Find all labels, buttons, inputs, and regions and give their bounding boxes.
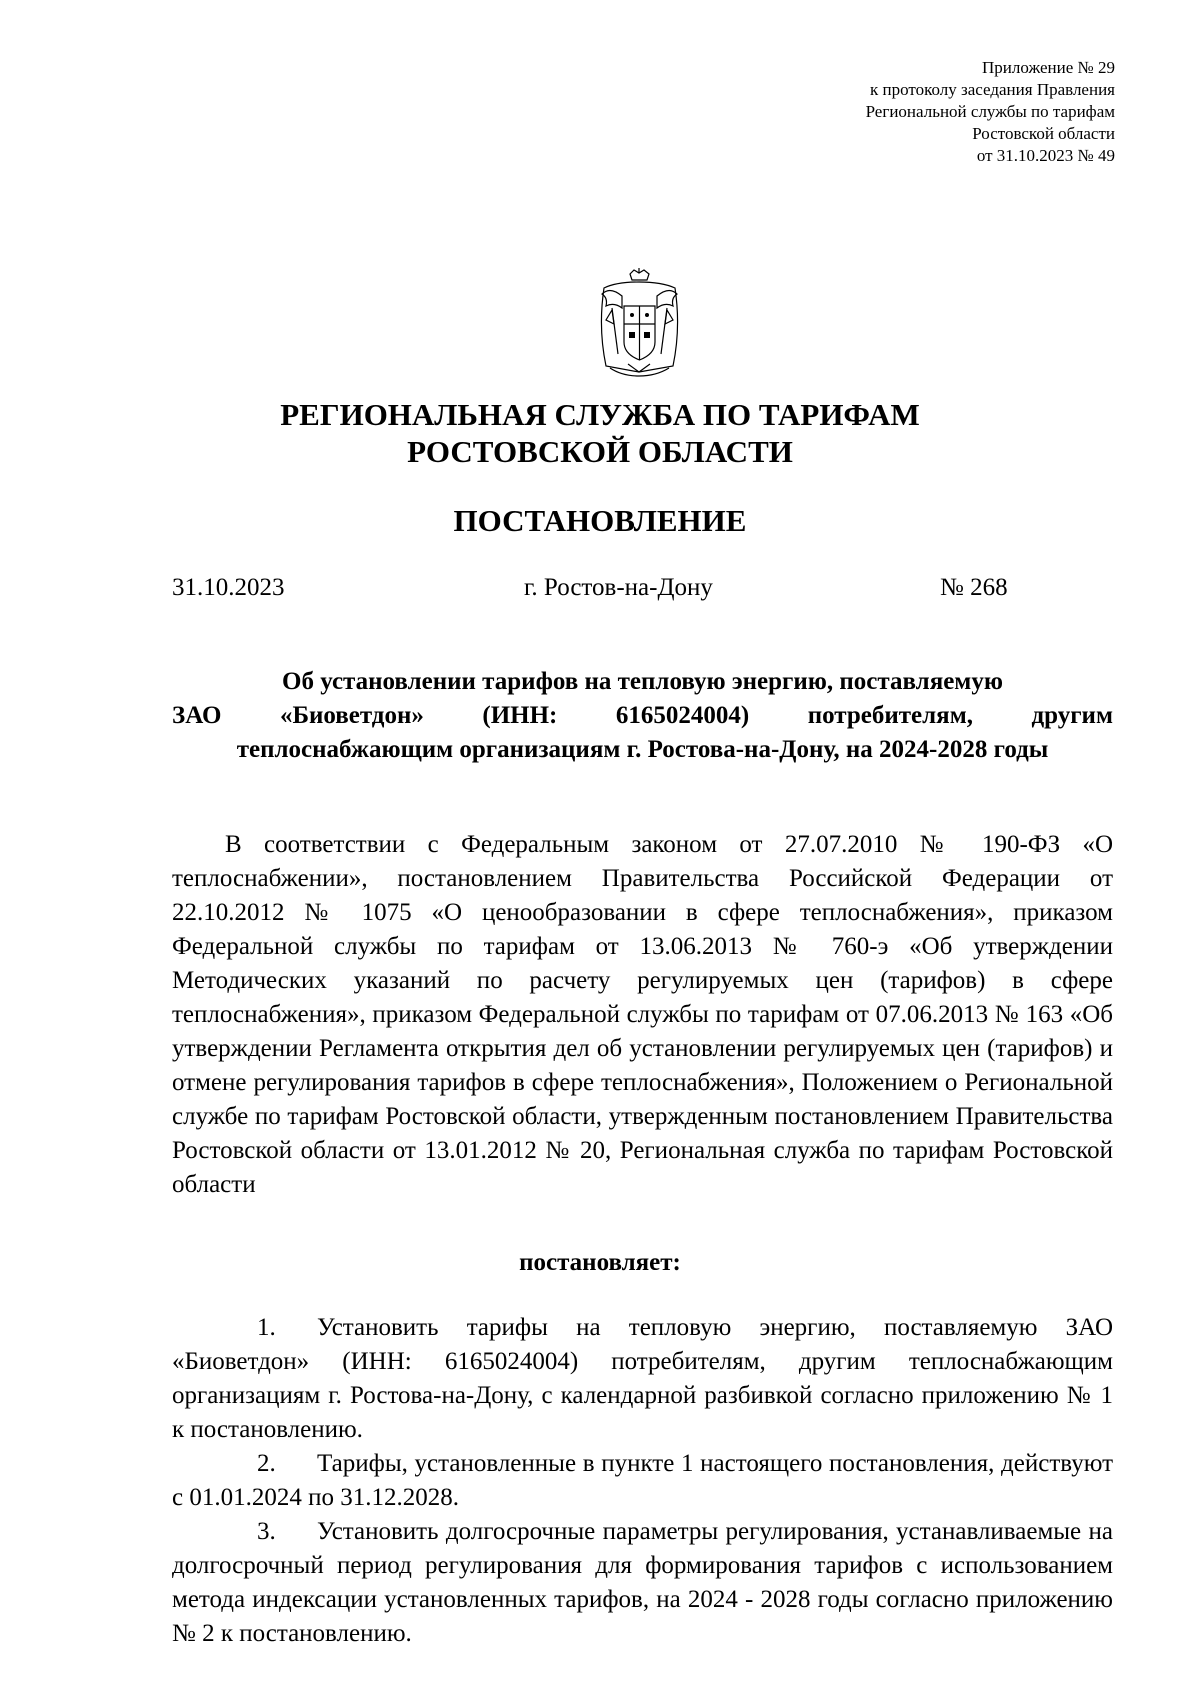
document-date: 31.10.2023 [172,574,285,601]
subject-word: ЗАО [172,702,222,729]
item-text: Тарифы, установленные в пункте 1 настоящего постановления, действуют с 01.01.2024 по 31.12.2028. [172,1450,1113,1511]
item-text: Установить долгосрочные параметры регулирования, устанавливаемые на долгосрочный период регулирования для формирования тарифов с использованием метода индексации установленных тарифов, на 2024 - 2028 годы согласно приложению № 2 к постановлению. [172,1518,1113,1647]
resolution-item [172,1311,1113,1447]
document-city: г. Ростов-на-Дону [524,574,713,601]
document-type: ПОСТАНОВЛЕНИЕ [453,503,747,538]
item-number: 1. [257,1314,276,1341]
appendix-line: Ростовской области [972,124,1115,143]
agency-title [0,396,1200,470]
subject-word: другим [1031,702,1113,729]
appendix-line: от 31.10.2023 № 49 [976,146,1115,165]
item-number: 2. [257,1450,276,1477]
document-subject [172,665,1113,767]
subject-line: теплоснабжающим организациям г. Ростова-на-Дону, на 2024-2028 годы [236,736,1049,763]
resolution-item [172,1447,1113,1515]
agency-title-line: РОСТОВСКОЙ ОБЛАСТИ [407,434,793,469]
subject-word: 6165024004) [615,702,750,729]
item-number: 3. [257,1518,276,1545]
item-text: Установить тарифы на тепловую энергию, поставляемую ЗАО «Биоветдон» (ИНН: 6165024004) потребителям, другим теплоснабжающим организациям г. Ростова-на-Дону, с календарной разбивкой согласно приложению № 1 к постановлению. [172,1314,1113,1443]
resolution-item [172,1515,1113,1651]
appendix-line: Региональной службы по тарифам [865,102,1115,121]
document-meta [172,570,1022,606]
decree-word: постановляет: [519,1249,681,1276]
agency-title-line: РЕГИОНАЛЬНАЯ СЛУЖБА ПО ТАРИФАМ [280,397,920,432]
subject-word: «Биоветдон» [279,702,424,729]
subject-word: потребителям, [807,702,973,729]
document-number: № 268 [940,574,1008,601]
coat-of-arms-icon [592,268,687,380]
subject-line-justified [172,699,1113,733]
appendix-line: к протоколу заседания Правления [870,80,1115,99]
resolution-items [172,1311,1113,1651]
subject-line: Об установлении тарифов на тепловую энергию, поставляемую [282,668,1003,695]
subject-word: (ИНН: [482,702,558,729]
appendix-reference [866,57,1115,167]
appendix-line: Приложение № 29 [982,58,1115,77]
preamble-paragraph: В соответствии с Федеральным законом от 27.07.2010 № 190-ФЗ «О теплоснабжении», постановлением Правительства Российской Федерации от 22.10.2012 № 1075 «О ценообразовании в сфере теплоснабжения», приказом Федеральной службы по тарифам от 13.06.2013 № 760-э «Об утверждении Методических указаний по расчету регулируемых цен (тарифов) в сфере теплоснабжения», приказом Федеральной службы по тарифам от 07.06.2013 № 163 «Об утверждении Регламента открытия дел об установлении регулируемых цен (тарифов) и отмене регулирования тарифов в сфере теплоснабжения», Положением о Региональной службе по тарифам Ростовской области, утвержденным постановлением Правительства Ростовской области от 13.01.2012 № 20, Региональная служба по тарифам Ростовской области [172,831,1113,1198]
